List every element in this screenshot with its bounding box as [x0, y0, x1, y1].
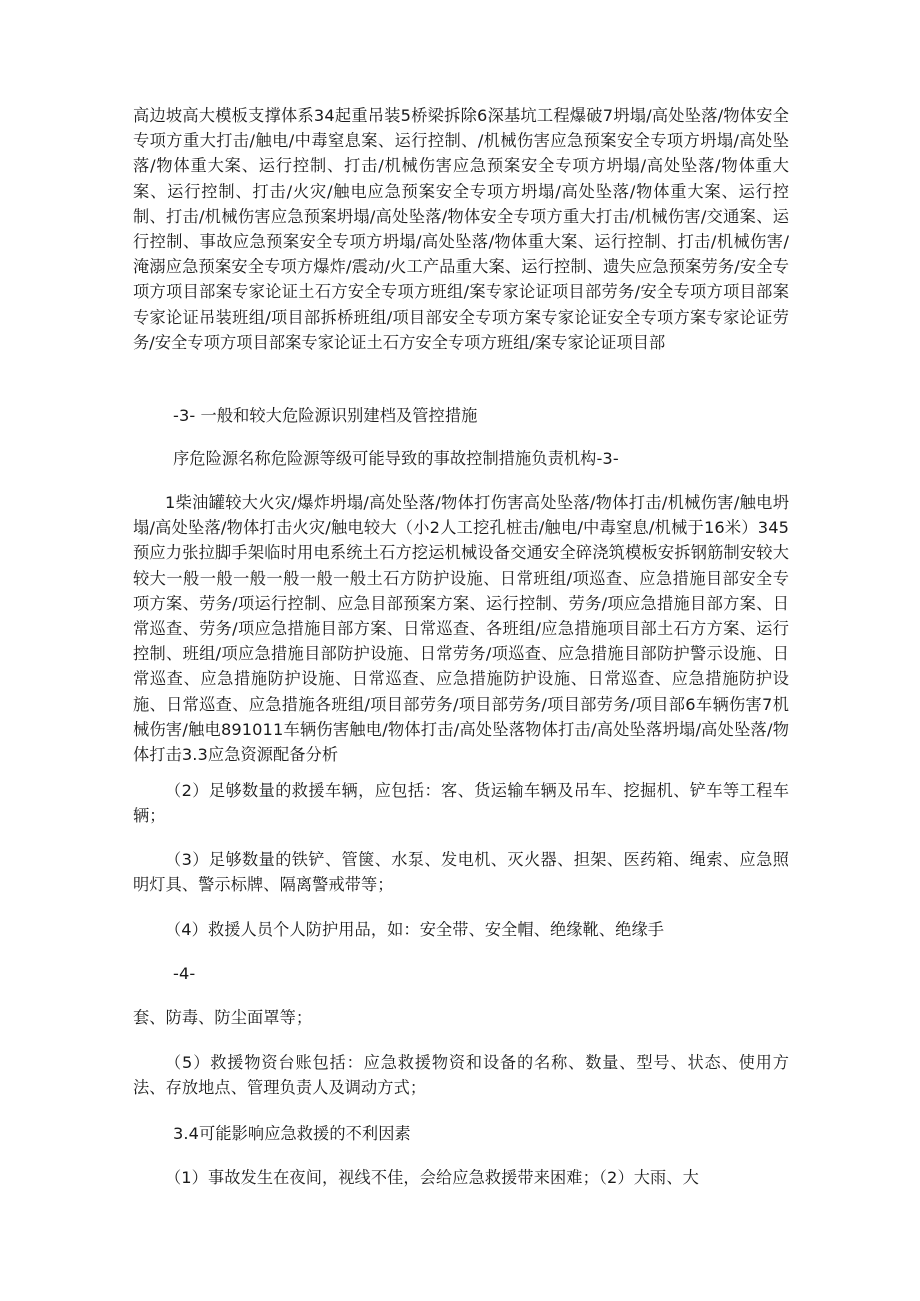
- protective-gear-continuation: 套、防毒、防尘面罩等；: [133, 1008, 313, 1027]
- table-header-line: 序危险源名称危险源等级可能导致的事故控制措施负责机构-3-: [173, 449, 619, 468]
- protective-gear-paragraph: （4）救援人员个人防护用品，如：安全带、安全帽、绝缘靴、绝缘手: [165, 920, 665, 939]
- hazard-table-paragraph: 1柴油罐较大火灾/爆炸坍塌/高处坠落/物体打伤害高处坠落/物体打击/机械伤害/触电坍塌/高处坠落/物体打击火灾/触电较大（小2人工挖孔桩击/触电/中毒窒息/机械于16米）345预应力张拉脚手架临时用电系统土石方挖运机械设备交通安全碎浇筑模板安拆钢筋制安较大较大一般一般一般一般一般一般土石方防护设施、日常班组/项巡查、应急措施目部安全专项方案、劳务/项运行控制、应急目部预案方案、运行控制、劳务/项应急措施目部方案、日常巡查、劳务/项应急措施目部方案、日常巡查、各班组/应急措施项目部土石方方案、运行控制、班组/项应急措施目部防护设施、日常劳务/项巡查、应急措施目部防护警示设施、日常巡查、应急措施防护设施、日常巡查、应急措施防护设施、日常巡查、应急措施防护设施、日常巡查、应急措施各班组/项目部劳务/项目部劳务/项目部劳务/项目部6车辆伤害7机械伤害/触电891011车辆伤害触电/物体打击/高处坠落物体打击/高处坠落坍塌/高处坠落/物体打击3.3应急资源配备分析: [133, 493, 789, 765]
- page-number: -4-: [173, 964, 196, 983]
- material-ledger-paragraph: （5）救援物资台账包括：应急救援物资和设备的名称、数量、型号、状态、使用方法、存放地点、管理负责人及调动方式；: [133, 1053, 789, 1098]
- section-heading-hazard-identification: -3- 一般和较大危险源识别建档及管控措施: [173, 406, 478, 425]
- section-heading-adverse-factors: 3.4可能影响应急救援的不利因素: [173, 1124, 411, 1143]
- rescue-equipment-paragraph: （3）足够数量的铁铲、管箧、水泵、发电机、灭火器、担架、医药箱、绳索、应急照明灯具、警示标牌、隔离警戒带等；: [133, 850, 789, 895]
- adverse-factors-paragraph: （1）事故发生在夜间，视线不佳，会给应急救援带来困难；（2）大雨、大: [165, 1168, 699, 1187]
- rescue-vehicles-paragraph: （2）足够数量的救援车辆，应包括：客、货运输车辆及吊车、挖掘机、铲车等工程车辆；: [133, 781, 789, 826]
- hazard-list-paragraph: 高边坡高大模板支撑体系34起重吊装5桥梁拆除6深基坑工程爆破7坍塌/高处坠落/物体安全专项方重大打击/触电/中毒窒息案、运行控制、/机械伤害应急预案安全专项方坍塌/高处坠落/物体重大案、运行控制、打击/机械伤害应急预案安全专项方坍塌/高处坠落/物体重大案、运行控制、打击/火灾/触电应急预案安全专项方坍塌/高处坠落/物体重大案、运行控制、打击/机械伤害应急预案坍塌/高处坠落/物体安全专项方重大打击/机械伤害/交通案、运行控制、事故应急预案安全专项方坍塌/高处坠落/物体重大案、运行控制、打击/机械伤害/淹溺应急预案安全专项方爆炸/震动/火工产品重大案、运行控制、遗失应急预案劳务/安全专项方项目部案专家论证土石方安全专项方班组/案专家论证项目部劳务/安全专项方项目部案专家论证吊装班组/项目部拆桥班组/项目部安全专项方案专家论证安全专项方案专家论证劳务/安全专项方项目部案专家论证土石方安全专项方班组/案专家论证项目部: [133, 106, 789, 352]
